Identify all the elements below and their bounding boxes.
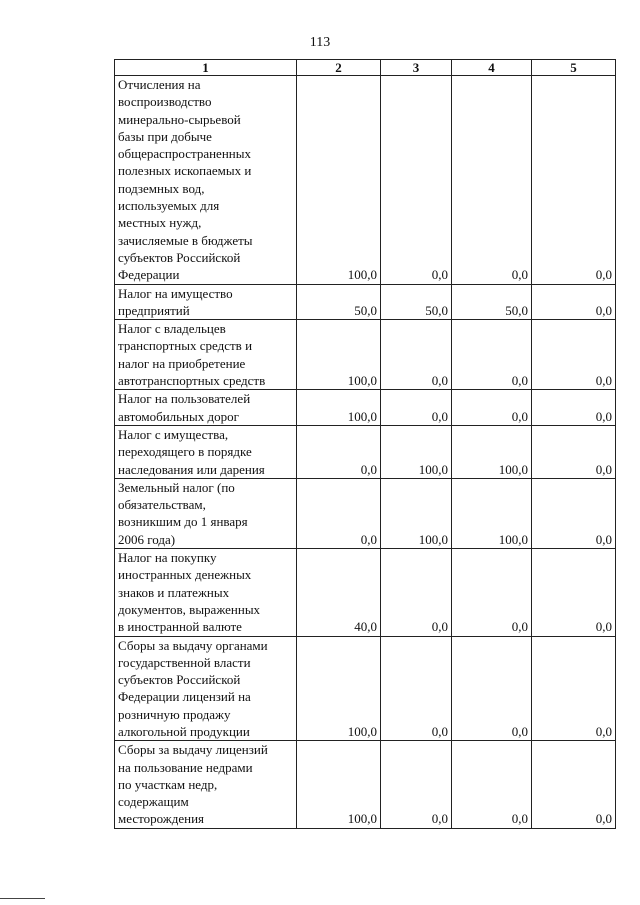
- row-name-cell: Налог с владельцев транспортных средств и налог на приобретение автотранспортных средств: [115, 320, 297, 390]
- row-name-cell: Налог на пользователей автомобильных дорог: [115, 390, 297, 426]
- row-name-cell: Отчисления на воспроизводство минерально-сырьевой базы при добыче общераспространенных полезных ископаемых и подземных вод, используемых для местных нужд, зачисляемые в бюджеты субъектов Российской Федерации: [115, 76, 297, 285]
- value-cell: 0,0: [532, 741, 616, 828]
- table-row: [115, 741, 616, 828]
- value-cell: 0,0: [381, 636, 452, 741]
- value-cell: 100,0: [452, 425, 532, 478]
- value-cell: 0,0: [532, 320, 616, 390]
- tax-distribution-table: [114, 59, 616, 829]
- table-row: [115, 390, 616, 426]
- value-cell: 0,0: [297, 425, 381, 478]
- value-cell: 0,0: [381, 320, 452, 390]
- table-row: [115, 284, 616, 320]
- row-name-cell: Земельный налог (по обязательствам, возникшим до 1 января 2006 года): [115, 478, 297, 548]
- value-cell: 0,0: [452, 320, 532, 390]
- value-cell: 0,0: [452, 741, 532, 828]
- value-cell: 0,0: [381, 76, 452, 285]
- footnote-rule: [0, 898, 45, 899]
- value-cell: 0,0: [381, 390, 452, 426]
- value-cell: 0,0: [381, 549, 452, 636]
- value-cell: 50,0: [452, 284, 532, 320]
- row-name-cell: Налог на покупку иностранных денежных знаков и платежных документов, выраженных в иностранной валюте: [115, 549, 297, 636]
- value-cell: 0,0: [532, 425, 616, 478]
- column-header-1: 1: [115, 60, 297, 76]
- table-row: [115, 636, 616, 741]
- row-name-cell: Сборы за выдачу лицензий на пользование недрами по участкам недр, содержащим месторождения: [115, 741, 297, 828]
- column-header-2: 2: [297, 60, 381, 76]
- value-cell: 100,0: [297, 320, 381, 390]
- value-cell: 0,0: [532, 636, 616, 741]
- header-row: [115, 60, 616, 76]
- value-cell: 50,0: [297, 284, 381, 320]
- value-cell: 40,0: [297, 549, 381, 636]
- value-cell: 0,0: [532, 549, 616, 636]
- value-cell: 0,0: [297, 478, 381, 548]
- page-number: 113: [309, 35, 331, 50]
- value-cell: 0,0: [452, 549, 532, 636]
- row-name-cell: Налог на имущество предприятий: [115, 284, 297, 320]
- value-cell: 0,0: [452, 76, 532, 285]
- row-name-cell: Налог с имущества, переходящего в порядке наследования или дарения: [115, 425, 297, 478]
- value-cell: 50,0: [381, 284, 452, 320]
- table-row: [115, 425, 616, 478]
- value-cell: 0,0: [452, 636, 532, 741]
- value-cell: 0,0: [381, 741, 452, 828]
- column-header-3: 3: [381, 60, 452, 76]
- row-name-cell: Сборы за выдачу органами государственной власти субъектов Российской Федерации лицензий на розничную продажу алкогольной продукции: [115, 636, 297, 741]
- value-cell: 100,0: [381, 425, 452, 478]
- table-row: [115, 76, 616, 285]
- value-cell: 100,0: [452, 478, 532, 548]
- table-row: [115, 478, 616, 548]
- value-cell: 100,0: [297, 390, 381, 426]
- table-row: [115, 549, 616, 636]
- column-header-5: 5: [532, 60, 616, 76]
- table-row: [115, 320, 616, 390]
- value-cell: 0,0: [532, 478, 616, 548]
- value-cell: 0,0: [532, 284, 616, 320]
- value-cell: 0,0: [452, 390, 532, 426]
- value-cell: 100,0: [297, 76, 381, 285]
- value-cell: 0,0: [532, 390, 616, 426]
- column-header-4: 4: [452, 60, 532, 76]
- value-cell: 0,0: [532, 76, 616, 285]
- value-cell: 100,0: [297, 741, 381, 828]
- value-cell: 100,0: [297, 636, 381, 741]
- value-cell: 100,0: [381, 478, 452, 548]
